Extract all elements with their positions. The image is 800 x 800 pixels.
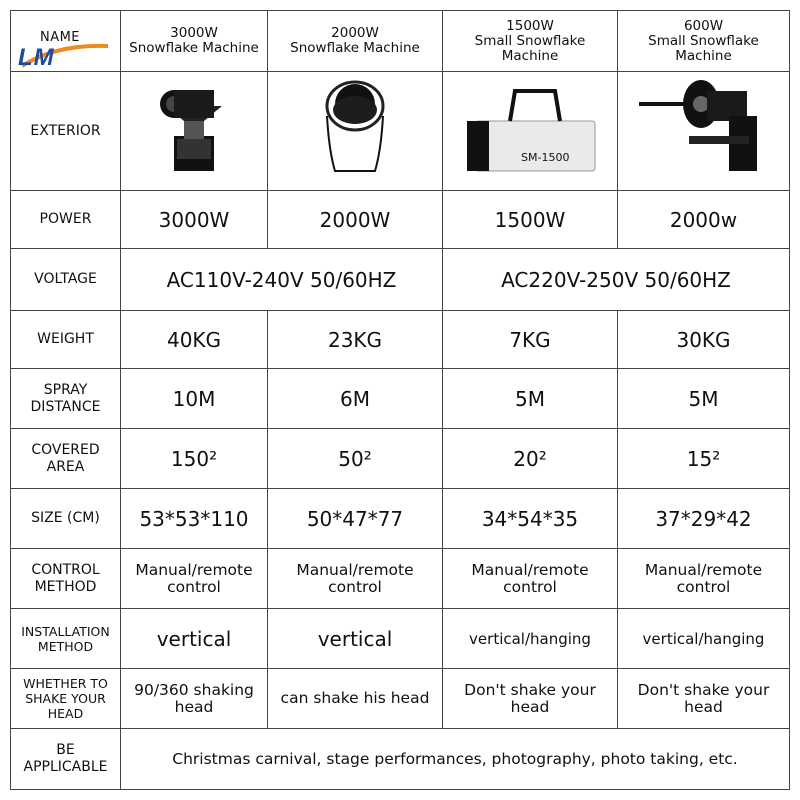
voltage-value-left: AC110V-240V 50/60HZ — [120, 248, 443, 311]
exterior-600w-cell — [617, 71, 790, 191]
shake-3000w: 90/360 shaking head — [120, 668, 268, 729]
column-header-600w: 600W Small Snowflake Machine — [617, 10, 790, 72]
weight-2000w: 23KG — [267, 310, 443, 369]
snowflake-machine-3000w-icon — [144, 76, 244, 186]
control-3000w: Manual/remote control — [120, 548, 268, 609]
exterior-1500w-cell — [442, 71, 618, 191]
power-600w: 2000w — [617, 190, 790, 249]
logo-text: LM — [18, 44, 55, 71]
exterior-2000w-cell — [267, 71, 443, 191]
area-2000w: 50² — [267, 428, 443, 489]
exterior-3000w-cell — [120, 71, 268, 191]
area-1500w: 20² — [442, 428, 618, 489]
snowflake-machine-2000w-icon — [305, 76, 405, 186]
install-1500w: vertical/hanging — [442, 608, 618, 669]
power-label: POWER — [10, 190, 121, 249]
power-1500w: 1500W — [442, 190, 618, 249]
weight-3000w: 40KG — [120, 310, 268, 369]
snowflake-machine-600w-icon — [629, 76, 779, 186]
weight-600w: 30KG — [617, 310, 790, 369]
install-2000w: vertical — [267, 608, 443, 669]
installation-method-label: INSTALLATION METHOD — [10, 608, 121, 669]
size-3000w: 53*53*110 — [120, 488, 268, 549]
area-600w: 15² — [617, 428, 790, 489]
size-600w: 37*29*42 — [617, 488, 790, 549]
exterior-label: EXTERIOR — [10, 71, 121, 191]
spray-2000w: 6M — [267, 368, 443, 429]
shake-head-label: WHETHER TO SHAKE YOUR HEAD — [10, 668, 121, 729]
control-1500w: Manual/remote control — [442, 548, 618, 609]
applicable-value: Christmas carnival, stage performances, photography, photo taking, etc. — [120, 728, 790, 790]
install-3000w: vertical — [120, 608, 268, 669]
column-header-1500w: 1500W Small Snowflake Machine — [442, 10, 618, 72]
voltage-label: VOLTAGE — [10, 248, 121, 311]
control-2000w: Manual/remote control — [267, 548, 443, 609]
area-3000w: 150² — [120, 428, 268, 489]
size-label: SIZE (CM) — [10, 488, 121, 549]
control-600w: Manual/remote control — [617, 548, 790, 609]
covered-area-label: COVERED AREA — [10, 428, 121, 489]
shake-2000w: can shake his head — [267, 668, 443, 729]
weight-1500w: 7KG — [442, 310, 618, 369]
power-3000w: 3000W — [120, 190, 268, 249]
svg-text:SM-1500: SM-1500 — [521, 151, 570, 164]
column-header-3000w: 3000W Snowflake Machine — [120, 10, 268, 72]
shake-600w: Don't shake your head — [617, 668, 790, 729]
spray-distance-label: SPRAY DISTANCE — [10, 368, 121, 429]
spray-3000w: 10M — [120, 368, 268, 429]
applicable-label: BE APPLICABLE — [10, 728, 121, 790]
install-600w: vertical/hanging — [617, 608, 790, 669]
shake-1500w: Don't shake your head — [442, 668, 618, 729]
power-2000w: 2000W — [267, 190, 443, 249]
name-label: NAME — [39, 30, 81, 45]
brand-logo — [0, 0, 120, 72]
spray-600w: 5M — [617, 368, 790, 429]
size-2000w: 50*47*77 — [267, 488, 443, 549]
control-method-label: CONTROL METHOD — [10, 548, 121, 609]
spray-1500w: 5M — [442, 368, 618, 429]
size-1500w: 34*54*35 — [442, 488, 618, 549]
weight-label: WEIGHT — [10, 310, 121, 369]
column-header-2000w: 2000W Snowflake Machine — [267, 10, 443, 72]
voltage-value-right: AC220V-250V 50/60HZ — [442, 248, 790, 311]
snowflake-machine-1500w-icon — [455, 76, 605, 186]
